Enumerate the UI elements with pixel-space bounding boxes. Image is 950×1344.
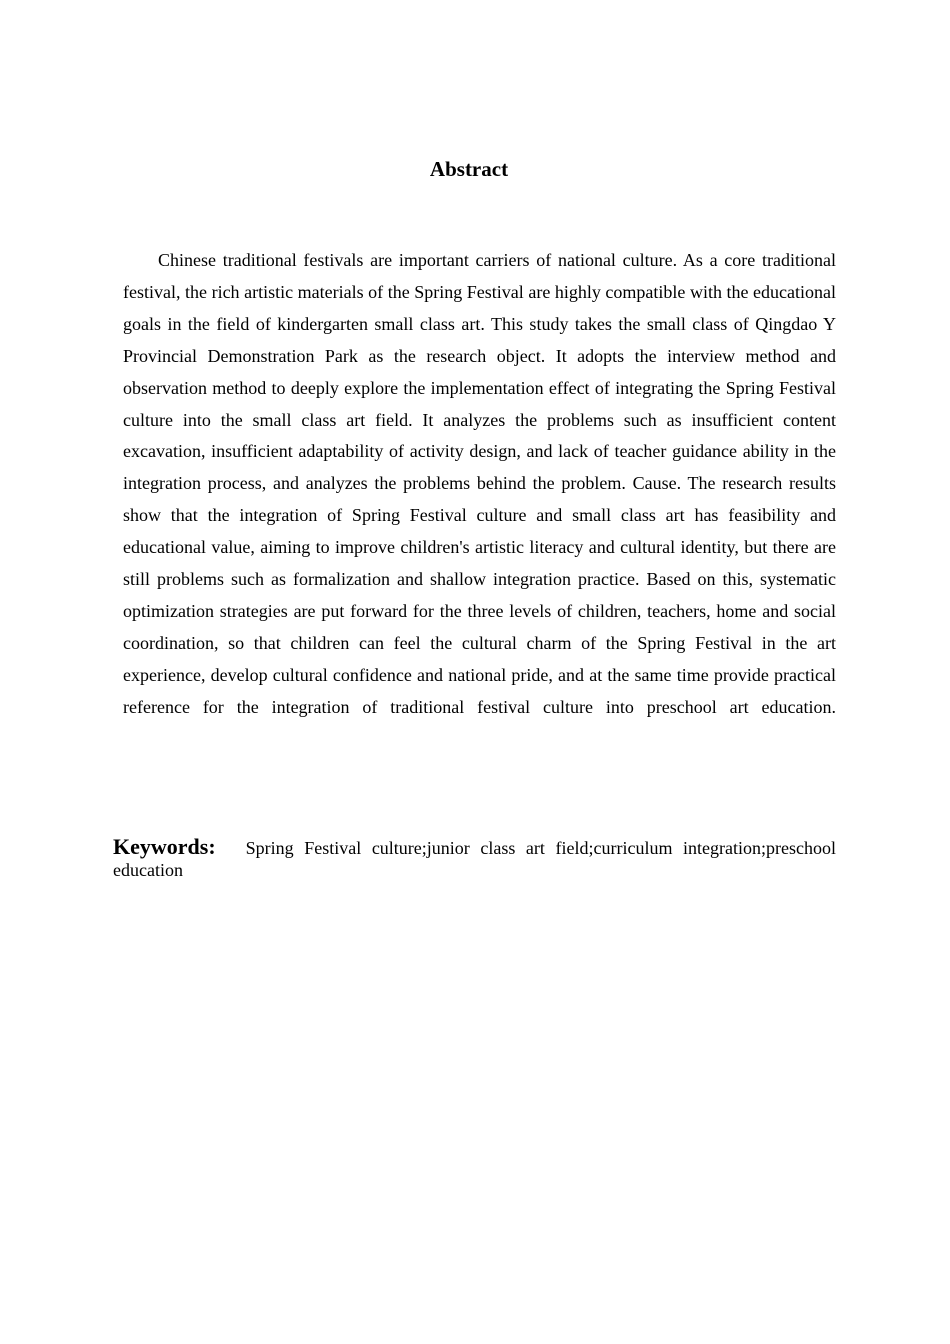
keywords-text: Spring Festival culture;junior class art field;curriculum integration;preschool education (113, 838, 836, 880)
keywords-label: Keywords: (113, 834, 216, 859)
abstract-heading: Abstract (429, 157, 509, 181)
abstract-paragraph: Chinese traditional festivals are important carriers of national culture. As a core traditional festival, the rich artistic materials of the Spring Festival are highly compatible with the educational goals in the field of kindergarten small class art. This study takes the small class of Qingdao Y Provincial Demonstration Park as the research object. It adopts the interview method and observation method to deeply explore the implementation effect of integrating the Spring Festival culture into the small class art field. It analyzes the problems such as insufficient content excavation, insufficient adaptability of activity design, and lack of teacher guidance ability in the integration process, and analyzes the problems behind the problem. Cause. The research results show that the integration of Spring Festival culture and small class art has feasibility and educational value, aiming to improve children's artistic literacy and cultural identity, but there are still problems such as formalization and shallow integration practice. Based on this, systematic optimization strategies are put forward for the three levels of children, teachers, home and social coordination, so that children can feel the cultural charm of the Spring Festival in the art experience, develop cultural confidence and national pride, and at the same time provide practical reference for the integration of traditional festival culture into preschool art education. (123, 250, 836, 717)
keywords-line (113, 836, 836, 881)
